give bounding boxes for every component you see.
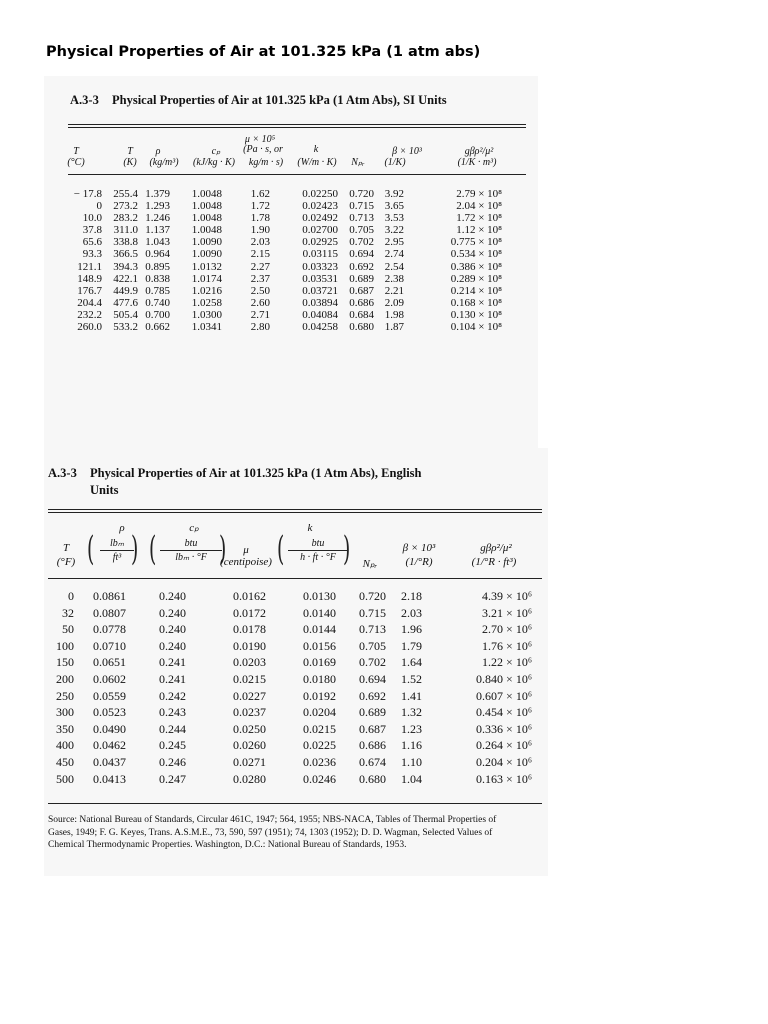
si-col-tc: − 17.8 0 10.0 37.8 65.6 93.3 121.1 148.9 176.7 204.4 232.2 260.0 [73, 188, 102, 334]
en-col-k: 0.0130 0.0140 0.0144 0.0156 0.0169 0.0180 0.0192 0.0204 0.0215 0.0225 0.0236 0.0246 [303, 589, 336, 786]
en-header-t-unit: (°F) [56, 556, 76, 568]
en-header-rho-den: ft³ [112, 552, 122, 563]
si-header-g-unit: (1/K · m³) [457, 157, 497, 168]
si-header-beta-unit: (1/K) [384, 157, 406, 168]
en-k-paren-left: ( [276, 529, 285, 569]
si-header-cp: cₚ [211, 146, 221, 157]
en-header-npr: Nₚᵣ [362, 558, 378, 570]
si-header-k: k [313, 144, 319, 155]
si-table-title [70, 92, 447, 109]
en-header-t: T [62, 542, 70, 554]
si-header-rho-unit: (kg/m³) [149, 157, 179, 168]
en-table-number: A.3-3 [48, 466, 77, 480]
en-header-k: k [307, 522, 313, 534]
en-header-cp-den: lbₘ · °F [175, 552, 207, 563]
en-bottom-rule [48, 803, 542, 804]
en-col-mu: 0.0162 0.0172 0.0178 0.0190 0.0203 0.0215 0.0227 0.0237 0.0250 0.0260 0.0271 0.0280 [233, 589, 266, 786]
si-header-beta: β × 10³ [392, 146, 422, 157]
si-header-tc: T [73, 146, 79, 157]
en-table-scan [44, 448, 548, 876]
en-k-paren-right: ) [342, 529, 351, 569]
si-header-npr: Nₚᵣ [351, 157, 365, 168]
si-col-cp: 1.0048 1.0048 1.0048 1.0048 1.0090 1.0090 1.0132 1.0174 1.0216 1.0258 1.0300 1.0341 [191, 188, 222, 334]
en-top-rule [48, 509, 542, 510]
en-cp-paren-left: ( [148, 529, 157, 569]
en-table-title-text: Physical Properties of Air at 101.325 kPa (1 Atm Abs), English [90, 466, 422, 480]
en-header-k-den: h · ft · °F [300, 552, 336, 563]
si-top-rule-2 [68, 127, 526, 128]
page-title: Physical Properties of Air at 101.325 kPa (1 atm abs) [46, 44, 481, 60]
en-header-beta-unit: (1/°R) [405, 556, 433, 568]
en-rho-paren-left: ( [86, 529, 95, 569]
en-header-mu-unit: (centipoise) [220, 556, 272, 568]
si-header-rule [68, 174, 526, 175]
si-table-title-text: Physical Properties of Air at 101.325 kPa (1 Atm Abs), SI Units [112, 93, 447, 107]
si-col-npr: 0.720 0.715 0.713 0.705 0.702 0.694 0.692 0.689 0.687 0.686 0.684 0.680 [349, 188, 374, 334]
en-col-g: 4.39 × 10⁶ 3.21 × 10⁶ 2.70 × 10⁶ 1.76 × 10⁶ 1.22 × 10⁶ 0.840 × 10⁶ 0.607 × 10⁶ 0.454 × 10⁶ 0.336 × 10⁶ 0.264 × 10⁶ 0.204 × 10⁶ 0.163 × 10⁶ [476, 589, 532, 786]
en-col-beta: 2.18 2.03 1.96 1.79 1.64 1.52 1.41 1.32 1.23 1.16 1.10 1.04 [401, 589, 422, 786]
si-header-k-unit: (W/m · K) [297, 157, 337, 168]
si-header-tc-unit: (°C) [67, 157, 85, 168]
en-col-t: 0 32 50 100 150 200 250 300 350 400 450 500 [56, 589, 74, 786]
si-col-tk: 255.4 273.2 283.2 311.0 338.8 366.5 394.3 422.1 449.9 477.6 505.4 533.2 [113, 188, 138, 334]
si-col-g: 2.79 × 10⁸ 2.04 × 10⁸ 1.72 × 10⁸ 1.12 × 10⁸ 0.775 × 10⁸ 0.534 × 10⁸ 0.386 × 10⁸ 0.289 × 10⁸ 0.214 × 10⁸ 0.168 × 10⁸ 0.130 × 10⁸ 0.104 × 10⁸ [450, 188, 502, 334]
si-col-mu: 1.62 1.72 1.78 1.90 2.03 2.15 2.27 2.37 2.50 2.60 2.71 2.80 [250, 188, 270, 334]
si-header-tk-unit: (K) [123, 157, 137, 168]
si-top-rule [68, 124, 526, 125]
en-header-k-num: btu [288, 538, 348, 551]
en-header-mu: μ [243, 544, 249, 556]
en-col-rho: 0.0861 0.0807 0.0778 0.0710 0.0651 0.0602 0.0559 0.0523 0.0490 0.0462 0.0437 0.0413 [93, 589, 126, 786]
en-top-rule-2 [48, 512, 542, 513]
en-cp-paren-right: ) [218, 529, 227, 569]
si-header-cp-unit: (kJ/kg · K) [193, 157, 235, 168]
si-col-k: 0.02250 0.02423 0.02492 0.02700 0.02925 0.03115 0.03323 0.03531 0.03721 0.03894 0.04084 0.04258 [302, 188, 338, 334]
en-table-title [48, 465, 422, 499]
si-col-beta: 3.92 3.65 3.53 3.22 2.95 2.74 2.54 2.38 2.21 2.09 1.98 1.87 [384, 188, 404, 334]
en-source-note: Source: National Bureau of Standards, Circular 461C, 1947; 564, 1955; NBS-NACA, Tables of Thermal Properties of Gases, 1949; F. G. Keyes, Trans. A.S.M.E., 73, 590, 597 (1951); 74, 1303 (1952); D. D. Wagman, Selected Values of Chemical Thermodynamic Properties. Washington, D.C.: National Bureau of Standards, 1953. [48, 815, 497, 850]
si-header-mu-mid: (Pa · s, or [243, 144, 283, 155]
si-header-tk: T [127, 146, 133, 157]
en-col-npr: 0.720 0.715 0.713 0.705 0.702 0.694 0.692 0.689 0.687 0.686 0.674 0.680 [359, 589, 386, 786]
en-col-cp: 0.240 0.240 0.240 0.240 0.241 0.241 0.242 0.243 0.244 0.245 0.246 0.247 [159, 589, 186, 786]
si-header-mu-unit: kg/m · s) [248, 157, 284, 168]
si-header-mu-top: μ × 10⁵ [244, 134, 276, 145]
en-header-cp: cₚ [189, 522, 199, 534]
si-col-rho: 1.379 1.293 1.246 1.137 1.043 0.964 0.895 0.838 0.785 0.740 0.700 0.662 [145, 188, 170, 334]
en-header-rho: ρ [119, 522, 125, 534]
en-header-cp-num: btu [160, 538, 222, 551]
en-table-title-line2: Units [90, 483, 119, 497]
en-header-rule [48, 578, 542, 579]
en-header-rho-num: lbₘ [100, 538, 134, 551]
si-header-g: gβρ²/μ² [464, 146, 494, 157]
en-header-g: gβρ²/μ² [480, 542, 512, 554]
si-table-scan [44, 76, 538, 448]
en-rho-paren-right: ) [130, 529, 139, 569]
si-header-rho: ρ [155, 146, 161, 157]
en-header-beta: β × 10³ [402, 542, 436, 554]
en-header-g-unit: (1/°R · ft³) [471, 556, 517, 568]
si-table-number: A.3-3 [70, 93, 99, 107]
